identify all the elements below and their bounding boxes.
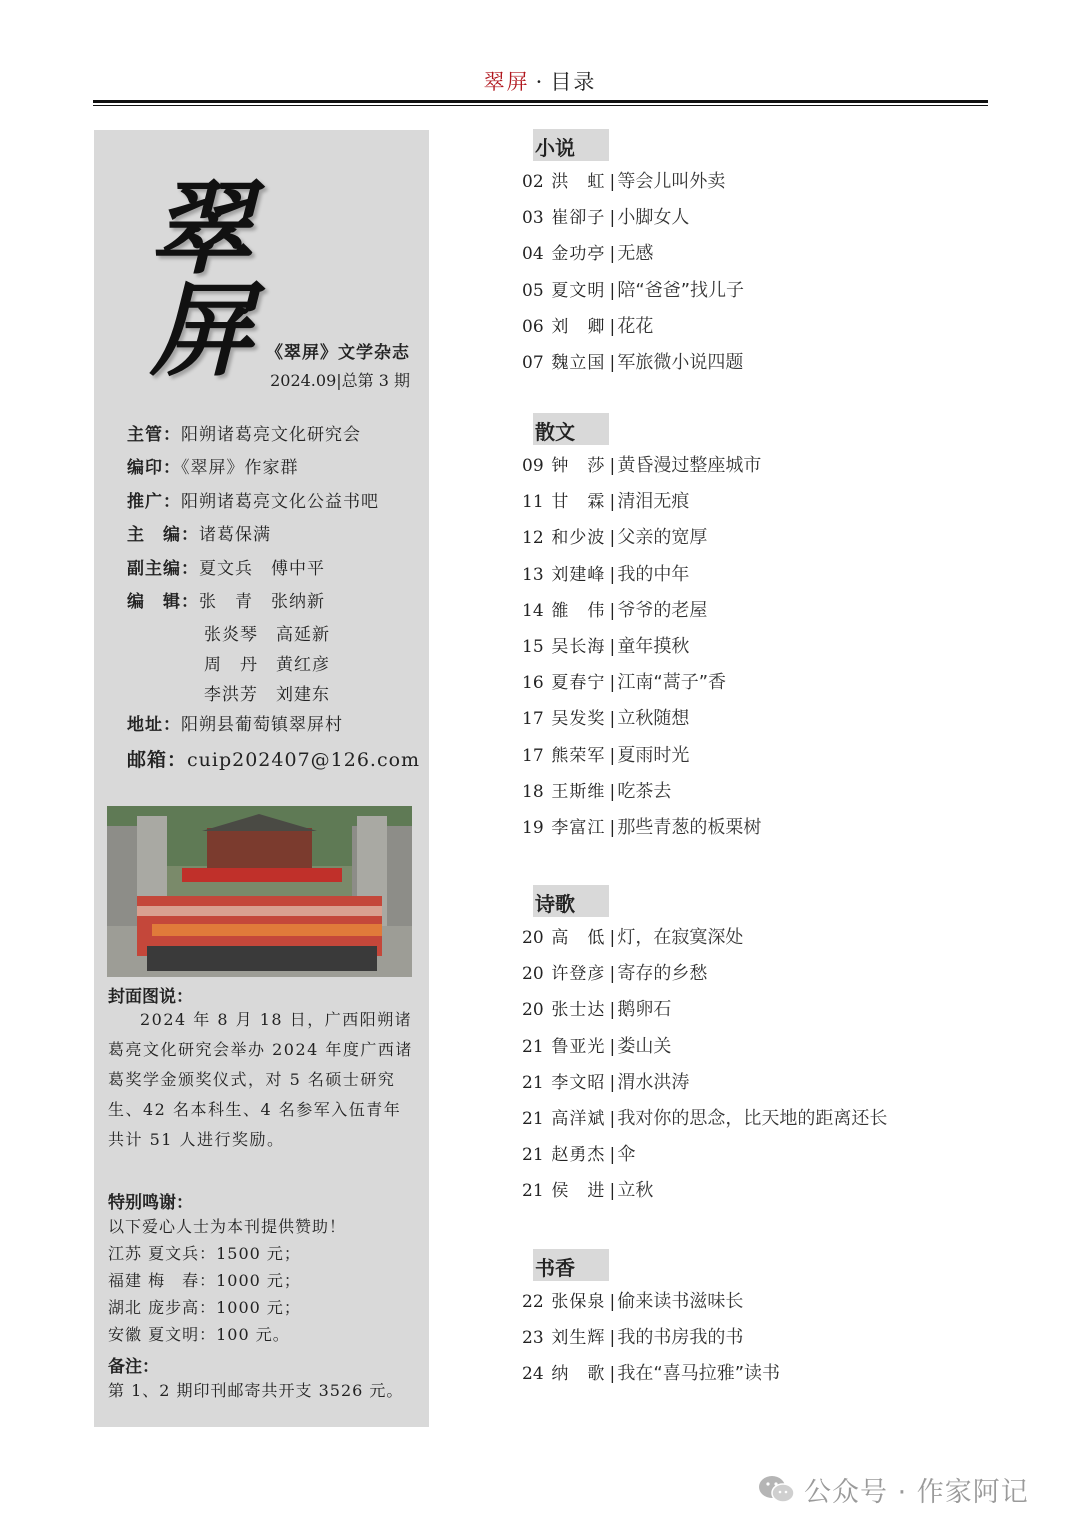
toc-title: 渭水洪涛	[617, 1071, 690, 1093]
info-key: 地址：	[127, 715, 181, 735]
info-key: 邮箱：	[127, 749, 188, 771]
toc-divider: |	[609, 1036, 616, 1057]
toc-page-number: 03	[522, 208, 544, 229]
info-value: 张炎琴 高延新	[204, 625, 330, 645]
toc-section-header	[533, 413, 609, 445]
toc-page-number: 21	[522, 1072, 544, 1093]
toc-divider: |	[609, 1292, 616, 1312]
toc-author: 甘 霖	[551, 492, 606, 513]
toc-author: 刘建峰	[551, 564, 606, 585]
toc-divider: |	[609, 1000, 616, 1021]
toc-author: 侯 进	[551, 1181, 606, 1202]
magazine-name: 《翠屏》文学杂志	[266, 343, 410, 363]
toc-page-number: 09	[522, 456, 544, 476]
toc-page-number: 15	[522, 637, 544, 657]
toc-author: 夏春宁	[551, 673, 606, 694]
info-line	[127, 587, 325, 612]
toc-page-number: 12	[522, 528, 544, 549]
toc-entry[interactable]	[522, 1176, 653, 1206]
toc-title: 无感	[617, 243, 654, 265]
toc-title: 爷爷的老屋	[617, 599, 708, 621]
toc-divider: |	[609, 564, 616, 585]
toc-author: 吴长海	[551, 637, 606, 657]
toc-page-number: 04	[522, 244, 544, 265]
toc-author: 纳 歌	[551, 1364, 606, 1385]
caption-body: 2024 年 8 月 18 日，广西阳朔诸葛亮文化研究会举办 2024 年度广西诸葛奖学金颁奖仪式，对 5 名硕士研究生、42 名本科生、4 名参军入伍青年共计 51 人进行奖励。	[108, 1010, 413, 1149]
toc-divider: |	[609, 1109, 616, 1129]
toc-divider: |	[609, 1181, 616, 1202]
toc-author: 刘 卿	[551, 316, 606, 337]
toc-title: 等会儿叫外卖	[617, 171, 726, 192]
toc-entry[interactable]	[522, 668, 726, 698]
toc-entry[interactable]	[522, 813, 761, 843]
toc-author: 雒 伟	[551, 600, 606, 621]
toc-divider: |	[609, 781, 616, 802]
toc-divider: |	[609, 492, 616, 513]
toc-author: 夏文明	[551, 280, 606, 301]
toc-page-number: 21	[522, 1145, 544, 1166]
thanks-title: 特别鸣谢：	[108, 1193, 193, 1213]
toc-divider: |	[609, 280, 616, 301]
toc-entry[interactable]	[522, 523, 707, 553]
toc-page-number: 17	[522, 745, 544, 766]
thanks-line: 福建 梅 春：1000 元；	[108, 1271, 301, 1290]
toc-entry[interactable]	[522, 560, 689, 590]
header-rule-thin	[93, 105, 988, 106]
info-value: 阳朔县葡萄镇翠屏村	[181, 715, 343, 735]
toc-author: 高洋斌	[551, 1109, 606, 1129]
toc-page-number: 14	[522, 600, 544, 621]
toc-entry[interactable]	[522, 959, 707, 989]
toc-section-title: 小说	[535, 136, 575, 160]
toc-entry[interactable]	[522, 1068, 689, 1098]
note-title: 备注：	[108, 1357, 159, 1377]
toc-page-number: 07	[522, 353, 544, 373]
info-key: 推广：	[127, 492, 181, 512]
toc-section-title: 诗歌	[535, 892, 575, 916]
info-value: 《翠屏》作家群	[181, 458, 299, 478]
toc-author: 钟 莎	[551, 456, 606, 476]
toc-entry[interactable]	[522, 348, 743, 378]
toc-title: 那些青葱的板栗树	[617, 817, 762, 838]
wechat-icon	[758, 1474, 796, 1513]
toc-entry[interactable]	[522, 239, 653, 269]
toc-title: 江南“蒿子”香	[617, 672, 727, 694]
toc-entry[interactable]	[522, 741, 689, 771]
watermark-text: 公众号 · 作家阿记	[804, 1477, 1029, 1508]
info-value: cuip202407@126.com	[187, 749, 421, 771]
toc-page-number: 21	[522, 1036, 544, 1057]
toc-divider: |	[609, 709, 616, 730]
toc-title: 童年摸秋	[617, 636, 690, 657]
toc-entry[interactable]	[522, 995, 671, 1025]
info-line	[204, 620, 330, 645]
info-value: 阳朔诸葛亮文化公益书吧	[181, 492, 379, 512]
thanks-line: 湖北 庞步高：1000 元；	[108, 1298, 301, 1317]
issue-number: 2024.09|总第 3 期	[270, 371, 410, 390]
toc-section-title: 书香	[535, 1256, 575, 1280]
thanks-line: 以下爱心人士为本刊提供赞助！	[108, 1217, 347, 1236]
info-line	[127, 420, 361, 445]
info-line	[127, 453, 299, 478]
toc-title: 我的中年	[617, 563, 690, 585]
thanks-line: 安徽 夏文明：100 元。	[108, 1325, 290, 1344]
info-line	[127, 520, 271, 545]
toc-title: 我在“喜马拉雅”读书	[617, 1363, 781, 1385]
toc-entry[interactable]	[522, 1359, 780, 1389]
toc-author: 高 低	[551, 928, 606, 948]
toc-author: 刘生辉	[551, 1328, 606, 1349]
toc-entry[interactable]	[522, 596, 707, 626]
toc-divider: |	[609, 1072, 616, 1093]
info-value: 阳朔诸葛亮文化研究会	[181, 425, 361, 445]
toc-entry[interactable]	[522, 1287, 743, 1317]
toc-author: 魏立国	[551, 353, 606, 373]
toc-entry[interactable]	[522, 1140, 635, 1170]
toc-page-number: 06	[522, 316, 544, 337]
toc-page-number: 20	[522, 1000, 544, 1021]
toc-author: 吴发奖	[551, 709, 606, 730]
toc-entry[interactable]	[522, 1104, 887, 1134]
info-key: 副主编：	[127, 559, 199, 579]
toc-entry[interactable]	[522, 487, 689, 517]
toc-divider: |	[609, 818, 616, 838]
toc-author: 赵勇杰	[551, 1145, 606, 1166]
toc-divider: |	[609, 244, 616, 265]
toc-author: 李富江	[551, 818, 606, 838]
info-line	[127, 745, 420, 772]
toc-page-number: 24	[522, 1364, 544, 1385]
info-key: 编 辑：	[127, 592, 199, 612]
toc-divider: |	[609, 456, 616, 476]
toc-divider: |	[609, 745, 616, 766]
toc-section-header	[533, 1249, 609, 1281]
toc-page-number: 16	[522, 673, 544, 694]
info-line	[127, 710, 343, 735]
toc-divider: |	[609, 1145, 616, 1166]
toc-divider: |	[609, 1328, 616, 1349]
toc-title: 立秋随想	[617, 708, 690, 730]
toc-entry[interactable]	[522, 632, 689, 662]
info-value: 诸葛保满	[199, 525, 271, 545]
toc-author: 金功亭	[551, 244, 606, 265]
toc-title: 伞	[617, 1144, 636, 1166]
toc-title: 我对你的思念，比天地的距离还长	[617, 1108, 888, 1129]
caption-title: 封面图说：	[108, 987, 193, 1007]
toc-page-number: 23	[522, 1328, 544, 1349]
note-body: 第 1、2 期印刊邮寄共开支 3526 元。	[108, 1381, 404, 1400]
toc-section-header	[533, 129, 609, 161]
info-value: 夏文兵 傅中平	[199, 559, 325, 579]
header-section: 目录	[550, 70, 597, 94]
toc-page-number: 20	[522, 964, 544, 985]
toc-title: 灯，在寂寞深处	[617, 927, 744, 948]
toc-entry[interactable]	[522, 1323, 743, 1353]
toc-divider: |	[609, 353, 616, 373]
toc-page-number: 19	[522, 818, 544, 838]
header-separator: ·	[535, 70, 545, 94]
toc-divider: |	[609, 600, 616, 621]
toc-author: 和少波	[551, 528, 606, 549]
toc-entry[interactable]	[522, 312, 653, 342]
toc-title: 偷来读书滋味长	[617, 1291, 744, 1312]
toc-page-number: 22	[522, 1292, 544, 1312]
toc-divider: |	[609, 528, 616, 549]
toc-title: 父亲的宽厚	[617, 527, 708, 549]
toc-author: 洪 虹	[551, 172, 606, 192]
toc-author: 李文昭	[551, 1072, 606, 1093]
info-key: 主 编：	[127, 525, 199, 545]
info-line	[204, 650, 330, 675]
toc-entry[interactable]	[522, 167, 725, 197]
toc-author: 王斯维	[551, 781, 606, 802]
toc-author: 许登彦	[551, 964, 606, 985]
info-value: 周 丹 黄红彦	[204, 655, 330, 675]
toc-entry[interactable]	[522, 777, 671, 807]
toc-section-header	[533, 885, 609, 917]
header-magazine: 翠屏	[483, 70, 530, 94]
info-line	[127, 554, 325, 579]
toc-title: 陪“爸爸”找儿子	[617, 279, 745, 301]
header-rule	[93, 100, 988, 103]
thanks-line: 江苏 夏文兵：1500 元；	[108, 1244, 301, 1263]
toc-page-number: 18	[522, 781, 544, 802]
toc-title: 军旅微小说四题	[617, 352, 744, 373]
info-line	[127, 487, 379, 512]
toc-title: 娄山关	[617, 1035, 672, 1057]
toc-page-number: 11	[522, 492, 544, 513]
toc-divider: |	[609, 673, 616, 694]
toc-title: 吃茶去	[617, 780, 672, 802]
toc-entry[interactable]	[522, 451, 761, 481]
toc-page-number: 20	[522, 928, 544, 948]
toc-entry[interactable]	[522, 203, 689, 233]
magazine-logo: 翠屏	[150, 169, 266, 391]
info-value: 张 青 张纳新	[199, 592, 325, 612]
toc-divider: |	[609, 637, 616, 657]
toc-divider: |	[609, 964, 616, 985]
toc-author: 张士达	[551, 1000, 606, 1021]
toc-author: 崔卻子	[551, 208, 606, 229]
toc-title: 清泪无痕	[617, 491, 690, 513]
info-value: 李洪芳 刘建东	[204, 685, 330, 705]
toc-divider: |	[609, 172, 616, 192]
toc-title: 夏雨时光	[617, 744, 690, 766]
toc-author: 张保泉	[551, 1292, 606, 1312]
toc-entry[interactable]	[522, 1032, 671, 1062]
cover-photo	[107, 806, 412, 977]
info-line	[204, 680, 330, 705]
toc-divider: |	[609, 208, 616, 229]
info-key: 主管：	[127, 425, 181, 445]
toc-title: 小脚女人	[617, 207, 690, 229]
toc-page-number: 21	[522, 1181, 544, 1202]
toc-title: 花花	[617, 315, 654, 337]
watermark	[758, 1470, 1029, 1513]
toc-author: 熊荣军	[551, 745, 606, 766]
toc-page-number: 21	[522, 1109, 544, 1129]
toc-page-number: 05	[522, 280, 544, 301]
toc-page-number: 02	[522, 172, 544, 192]
toc-divider: |	[609, 316, 616, 337]
toc-page-number: 13	[522, 564, 544, 585]
toc-section-title: 散文	[535, 420, 575, 444]
page-header	[0, 66, 1080, 96]
toc-title: 鹅卵石	[617, 999, 672, 1021]
toc-page-number: 17	[522, 709, 544, 730]
toc-divider: |	[609, 1364, 616, 1385]
toc-title: 黄昏漫过整座城市	[617, 455, 762, 476]
toc-author: 鲁亚光	[551, 1036, 606, 1057]
toc-title: 立秋	[617, 1180, 654, 1202]
toc-title: 寄存的乡愁	[617, 963, 708, 985]
toc-entry[interactable]	[522, 704, 689, 734]
toc-divider: |	[609, 928, 616, 948]
info-key: 编印：	[127, 458, 181, 478]
toc-entry[interactable]	[522, 276, 744, 306]
toc-title: 我的书房我的书	[617, 1327, 744, 1349]
toc-entry[interactable]	[522, 923, 743, 953]
